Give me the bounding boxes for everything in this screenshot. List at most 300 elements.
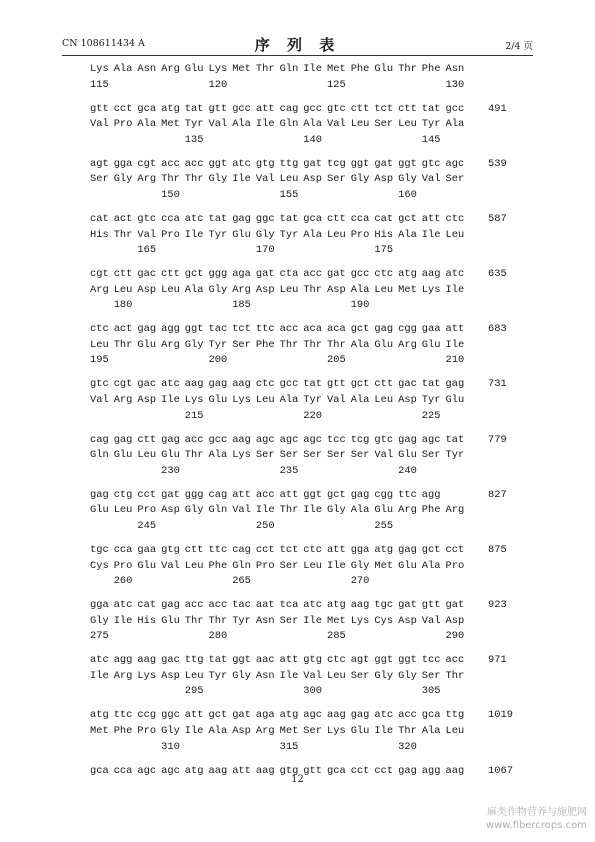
amino-acid: Arg: [445, 504, 465, 517]
amino-acid: Gln: [208, 504, 228, 517]
amino-acid: Glu: [113, 449, 133, 462]
amino-acid: Arg: [113, 394, 133, 407]
nucleotide-count: 587: [488, 212, 507, 225]
amino-acid: Tyr: [208, 338, 228, 351]
amino-acid: Leu: [327, 228, 346, 241]
amino-acid: Ile: [90, 669, 109, 682]
amino-acid: Val: [327, 394, 346, 407]
amino-acid: Ala: [350, 283, 370, 296]
codon: tcg: [350, 433, 370, 446]
amino-acid: Lys: [184, 394, 204, 407]
amino-acid: Met: [90, 725, 109, 738]
amino-acid-row: [90, 448, 520, 464]
amino-acid: Leu: [327, 669, 346, 682]
amino-acid: Glu: [374, 63, 394, 75]
residue-number: 130: [445, 78, 465, 91]
codon: acc: [208, 599, 228, 612]
codon: gtt: [421, 599, 441, 612]
codon: gct: [327, 488, 346, 501]
codon: att: [232, 764, 251, 777]
codon: ctt: [137, 433, 157, 446]
codon: cgg: [398, 323, 417, 336]
codon: atc: [374, 709, 394, 722]
codon: gat: [327, 268, 346, 281]
codon: ctc: [303, 543, 323, 556]
amino-acid: Thr: [303, 283, 323, 296]
codon: ctt: [113, 268, 133, 281]
codon: cgg: [374, 488, 394, 501]
codon: cag: [90, 433, 109, 446]
amino-acid: Gly: [184, 504, 204, 517]
amino-acid: Asp: [303, 173, 323, 186]
amino-acid: Tyr: [421, 394, 441, 407]
amino-acid: Ala: [232, 118, 251, 131]
amino-acid: Gly: [208, 173, 228, 186]
amino-acid: Leu: [374, 394, 394, 407]
amino-acid: Lys: [421, 283, 441, 296]
residue-number: 265: [232, 575, 251, 588]
amino-acid: Ile: [184, 725, 204, 738]
residue-number-row: [90, 629, 520, 645]
codon: aag: [232, 433, 251, 446]
amino-acid: Arg: [90, 283, 109, 296]
amino-acid: Val: [208, 118, 228, 131]
amino-acid-row: [90, 503, 520, 519]
amino-acid: Met: [161, 118, 180, 131]
residue-number: 145: [421, 133, 441, 146]
amino-acid: Ile: [232, 173, 251, 186]
codon: tat: [445, 433, 465, 446]
amino-acid: Phe: [255, 338, 275, 351]
residue-number-row: [90, 740, 520, 756]
amino-acid: Val: [161, 559, 180, 572]
codon: cag: [232, 543, 251, 556]
codon: cca: [161, 212, 180, 225]
codon: gcc: [445, 102, 465, 115]
codon: gtc: [327, 102, 346, 115]
amino-acid: Gly: [161, 725, 180, 738]
amino-acid: Glu: [161, 614, 180, 627]
codon: gct: [208, 709, 228, 722]
residue-number: 285: [327, 630, 346, 643]
nucleotide-row: [90, 653, 520, 669]
codon: ggc: [161, 709, 180, 722]
amino-acid: Gln: [232, 559, 251, 572]
codon: ggt: [398, 654, 417, 667]
codon: ttg: [184, 654, 204, 667]
residue-number: 300: [303, 685, 323, 698]
residue-number: 235: [279, 464, 299, 477]
codon: tct: [279, 543, 299, 556]
amino-acid: Gly: [374, 669, 394, 682]
amino-acid-row: [90, 62, 520, 78]
amino-acid: Leu: [184, 669, 204, 682]
codon: gat: [161, 488, 180, 501]
residue-number: 195: [90, 354, 109, 367]
codon: att: [279, 654, 299, 667]
residue-number: 275: [90, 630, 109, 643]
nucleotide-count: 731: [488, 378, 507, 391]
codon: gga: [113, 157, 133, 170]
amino-acid: Tyr: [279, 228, 299, 241]
amino-acid: Gly: [398, 669, 417, 682]
amino-acid: Pro: [161, 228, 180, 241]
amino-acid: Val: [90, 118, 109, 131]
nucleotide-row: [90, 212, 520, 228]
amino-acid: Glu: [398, 559, 417, 572]
codon: gcc: [232, 102, 251, 115]
residue-number: 205: [327, 354, 346, 367]
amino-acid: Ala: [303, 118, 323, 131]
codon: gac: [137, 378, 157, 391]
codon: gcc: [208, 433, 228, 446]
residue-number: 210: [445, 354, 465, 367]
residue-number: 185: [232, 299, 251, 312]
amino-acid: Pro: [255, 559, 275, 572]
residue-number-row: [90, 78, 520, 94]
codon: gtg: [279, 764, 299, 777]
codon: tac: [232, 599, 251, 612]
codon: cca: [113, 543, 133, 556]
amino-acid: Leu: [445, 725, 465, 738]
amino-acid: Ala: [184, 283, 204, 296]
codon: atg: [374, 543, 394, 556]
amino-acid: Ile: [445, 283, 465, 296]
amino-acid-row: [90, 172, 520, 188]
codon: gac: [137, 268, 157, 281]
residue-number: 190: [350, 299, 370, 312]
amino-acid: Asp: [398, 394, 417, 407]
amino-acid: Glu: [184, 63, 204, 75]
codon: ctt: [161, 268, 180, 281]
residue-number: 305: [421, 685, 441, 698]
nucleotide-row: [90, 488, 520, 504]
amino-acid: Ile: [113, 614, 133, 627]
codon: act: [113, 323, 133, 336]
amino-acid: Thr: [398, 63, 417, 75]
amino-acid: Glu: [398, 449, 417, 462]
amino-acid: Thr: [445, 669, 465, 682]
amino-acid: Ser: [445, 173, 465, 186]
amino-acid: Leu: [374, 283, 394, 296]
amino-acid: Arg: [161, 338, 180, 351]
amino-acid: Arg: [113, 669, 133, 682]
page-number: 12: [291, 774, 304, 785]
codon: gaa: [421, 323, 441, 336]
codon: acc: [184, 599, 204, 612]
codon: gcc: [350, 268, 370, 281]
codon: gat: [374, 157, 394, 170]
codon: gcc: [279, 378, 299, 391]
residue-number-row: [90, 188, 520, 204]
codon: cat: [137, 599, 157, 612]
codon: ggt: [374, 654, 394, 667]
codon: gag: [374, 323, 394, 336]
sequence-listing: [90, 62, 520, 779]
residue-number: 125: [327, 78, 346, 91]
codon: ctt: [350, 102, 370, 115]
codon: gtg: [161, 543, 180, 556]
amino-acid: Ile: [161, 394, 180, 407]
codon: gca: [327, 764, 346, 777]
codon: acc: [303, 268, 323, 281]
residue-number: 230: [161, 464, 180, 477]
codon: agc: [303, 709, 323, 722]
amino-acid: Ile: [374, 725, 394, 738]
amino-acid: Asp: [445, 614, 465, 627]
amino-acid: Pro: [350, 228, 370, 241]
codon: tct: [232, 323, 251, 336]
residue-number: 270: [350, 575, 370, 588]
codon: gag: [398, 433, 417, 446]
residue-number: 170: [255, 244, 275, 257]
codon: tct: [374, 102, 394, 115]
codon: ctc: [255, 378, 275, 391]
codon: aat: [255, 599, 275, 612]
amino-acid: Lys: [350, 614, 370, 627]
codon: cct: [113, 102, 133, 115]
nucleotide-row: [90, 102, 520, 118]
codon: gct: [350, 323, 370, 336]
amino-acid: Thr: [279, 504, 299, 517]
amino-acid: Gly: [113, 173, 133, 186]
amino-acid: Val: [90, 394, 109, 407]
amino-acid: Thr: [398, 725, 417, 738]
amino-acid: Val: [137, 228, 157, 241]
codon: gag: [398, 543, 417, 556]
codon: acc: [184, 433, 204, 446]
codon: agc: [445, 157, 465, 170]
page-label: 2/4 页: [505, 41, 533, 52]
amino-acid: Leu: [90, 338, 109, 351]
codon: ggt: [303, 488, 323, 501]
amino-acid-row: [90, 559, 520, 575]
amino-acid: Leu: [184, 559, 204, 572]
codon: tat: [184, 102, 204, 115]
amino-acid: Thr: [184, 614, 204, 627]
residue-number: 225: [421, 409, 441, 422]
amino-acid: Val: [421, 173, 441, 186]
nucleotide-count: 779: [488, 433, 507, 446]
amino-acid: Lys: [327, 725, 346, 738]
codon: att: [255, 102, 275, 115]
codon: ggg: [184, 488, 204, 501]
codon: acc: [255, 488, 275, 501]
codon: tat: [303, 378, 323, 391]
amino-acid: Leu: [303, 559, 323, 572]
codon: atg: [327, 599, 346, 612]
codon: aga: [255, 709, 275, 722]
codon: tcc: [327, 433, 346, 446]
codon: gtt: [90, 102, 109, 115]
amino-acid: Asp: [398, 614, 417, 627]
codon: agg: [421, 488, 441, 501]
amino-acid: Phe: [421, 504, 441, 517]
codon: tat: [208, 212, 228, 225]
amino-acid-row: [90, 669, 520, 685]
codon: gct: [350, 378, 370, 391]
amino-acid: Ala: [208, 449, 228, 462]
watermark-site-name: 麻类作物营养与施肥网: [487, 807, 587, 818]
codon: aag: [445, 764, 465, 777]
codon: aag: [208, 764, 228, 777]
codon: ggc: [255, 212, 275, 225]
codon: agc: [303, 433, 323, 446]
codon: gca: [421, 709, 441, 722]
amino-acid: Arg: [232, 283, 251, 296]
codon: gtg: [255, 157, 275, 170]
codon: gga: [90, 599, 109, 612]
amino-acid: Gly: [232, 669, 251, 682]
amino-acid: Gly: [327, 504, 346, 517]
codon: ggt: [398, 157, 417, 170]
codon: gag: [137, 323, 157, 336]
codon: atc: [232, 157, 251, 170]
residue-number: 320: [398, 740, 417, 753]
amino-acid: Glu: [90, 504, 109, 517]
nucleotide-count: 875: [488, 543, 507, 556]
codon: gag: [232, 212, 251, 225]
nucleotide-row: [90, 598, 520, 614]
amino-acid: Ser: [279, 449, 299, 462]
codon: ttc: [208, 543, 228, 556]
amino-acid: Met: [232, 63, 251, 75]
codon: cca: [350, 212, 370, 225]
amino-acid: Asp: [255, 283, 275, 296]
residue-number: 250: [255, 519, 275, 532]
nucleotide-count: 1019: [488, 709, 513, 722]
amino-acid: Ser: [374, 118, 394, 131]
amino-acid: Glu: [445, 394, 465, 407]
amino-acid: Glu: [374, 504, 394, 517]
codon: aag: [421, 268, 441, 281]
codon: aag: [255, 764, 275, 777]
codon: gca: [90, 764, 109, 777]
codon: tcc: [421, 654, 441, 667]
amino-acid: Ile: [255, 504, 275, 517]
residue-number-row: [90, 409, 520, 425]
codon: atc: [184, 212, 204, 225]
codon: gag: [445, 378, 465, 391]
amino-acid: Tyr: [208, 669, 228, 682]
amino-acid: Ser: [90, 173, 109, 186]
codon: aac: [255, 654, 275, 667]
codon: agc: [137, 764, 157, 777]
amino-acid: Ala: [398, 228, 417, 241]
page-title: 序 列 表: [254, 36, 341, 54]
codon: gag: [90, 488, 109, 501]
amino-acid: Pro: [445, 559, 465, 572]
codon: atc: [113, 599, 133, 612]
codon: acc: [398, 709, 417, 722]
codon: ctc: [374, 268, 394, 281]
codon: cat: [90, 212, 109, 225]
codon: gat: [303, 157, 323, 170]
codon: aag: [137, 654, 157, 667]
codon: gtc: [137, 212, 157, 225]
amino-acid: His: [137, 614, 157, 627]
amino-acid: Gly: [398, 173, 417, 186]
codon: tgc: [90, 543, 109, 556]
codon: act: [113, 212, 133, 225]
amino-acid: Thr: [255, 63, 275, 75]
amino-acid: Tyr: [303, 394, 323, 407]
codon: gac: [161, 654, 180, 667]
codon: gtc: [374, 433, 394, 446]
codon: gaa: [137, 543, 157, 556]
nucleotide-row: [90, 543, 520, 559]
amino-acid: Asn: [445, 63, 465, 75]
amino-acid-row: [90, 393, 520, 409]
residue-number: 115: [90, 78, 109, 91]
codon: cct: [445, 543, 465, 556]
codon: tca: [279, 599, 299, 612]
residue-number-row: [90, 298, 520, 314]
codon: cct: [350, 764, 370, 777]
codon: gag: [161, 433, 180, 446]
codon: ttc: [255, 323, 275, 336]
residue-number: 175: [374, 244, 394, 257]
amino-acid: Tyr: [184, 118, 204, 131]
amino-acid: Leu: [279, 173, 299, 186]
amino-acid: Ser: [421, 669, 441, 682]
codon: atc: [90, 654, 109, 667]
amino-acid: Asp: [374, 173, 394, 186]
codon: cgt: [137, 157, 157, 170]
nucleotide-row: [90, 708, 520, 724]
codon: att: [232, 488, 251, 501]
amino-acid: Pro: [137, 725, 157, 738]
amino-acid: Val: [327, 118, 346, 131]
codon: ttg: [445, 709, 465, 722]
amino-acid: Thr: [113, 228, 133, 241]
watermark: [486, 806, 587, 832]
amino-acid: Ile: [327, 559, 346, 572]
residue-number-row: [90, 574, 520, 590]
amino-acid: Ile: [445, 338, 465, 351]
codon: atg: [90, 709, 109, 722]
codon: cct: [137, 488, 157, 501]
amino-acid: Ala: [350, 338, 370, 351]
amino-acid-row: [90, 283, 520, 299]
amino-acid: Ile: [421, 228, 441, 241]
amino-acid: Ala: [421, 559, 441, 572]
codon: att: [327, 543, 346, 556]
nucleotide-count: 923: [488, 599, 507, 612]
codon: tgc: [374, 599, 394, 612]
amino-acid: Arg: [137, 173, 157, 186]
codon: cct: [374, 764, 394, 777]
codon: gtg: [303, 654, 323, 667]
codon: att: [184, 709, 204, 722]
amino-acid: Phe: [113, 725, 133, 738]
codon: atg: [184, 764, 204, 777]
amino-acid: Asn: [255, 614, 275, 627]
codon: gca: [137, 102, 157, 115]
codon: agc: [255, 433, 275, 446]
amino-acid: Ser: [232, 338, 251, 351]
codon: gag: [398, 764, 417, 777]
nucleotide-row: [90, 377, 520, 393]
amino-acid: Val: [421, 614, 441, 627]
amino-acid: Lys: [232, 394, 251, 407]
amino-acid-row: [90, 117, 520, 133]
nucleotide-row: [90, 267, 520, 283]
codon: att: [421, 212, 441, 225]
amino-acid: Thr: [184, 173, 204, 186]
codon: ttc: [113, 709, 133, 722]
amino-acid: Gly: [90, 614, 109, 627]
